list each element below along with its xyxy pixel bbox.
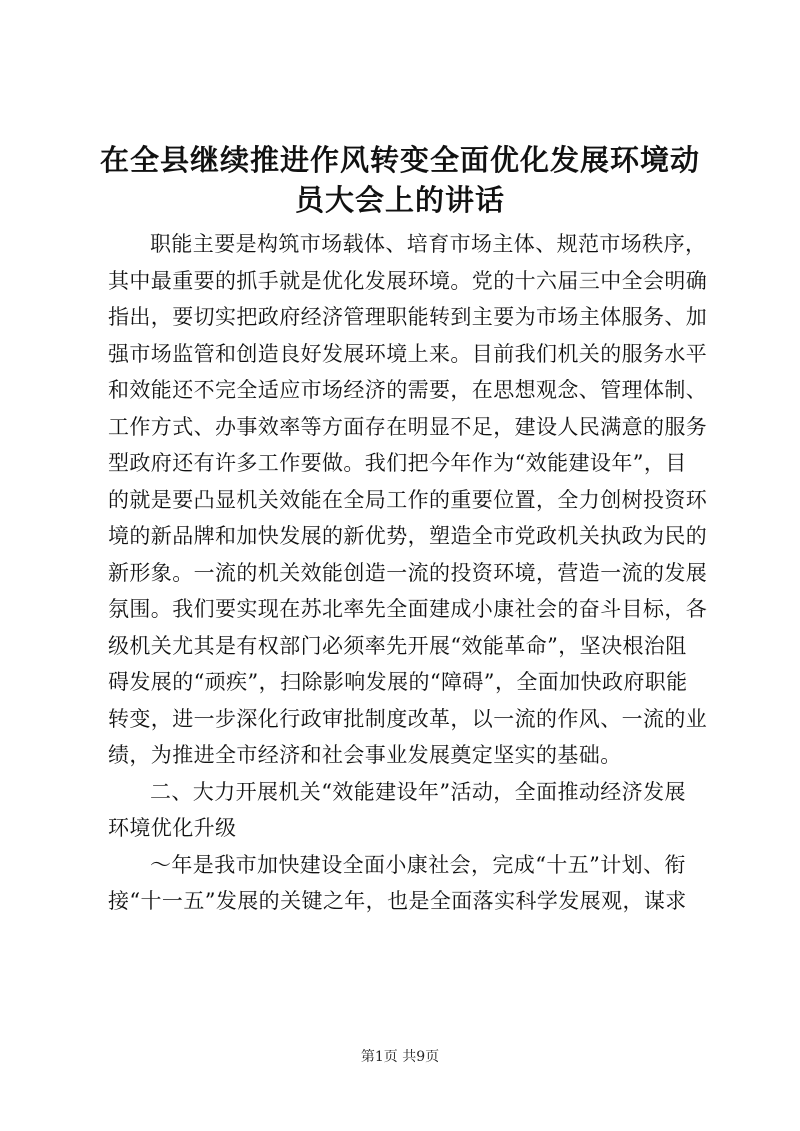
paragraph-line: 碍发展的“顽疾”，扫除影响发展的“障碍”，全面加快政府职能 bbox=[108, 670, 688, 694]
paragraph-line: 境的新品牌和加快发展的新优势，塑造全市党政机关执政为民的 bbox=[108, 524, 708, 548]
paragraph-line: 职能主要是构筑市场载体、培育市场主体、规范市场秩序， bbox=[150, 232, 707, 256]
paragraph-line: 和效能还不完全适应市场经济的需要，在思想观念、管理体制、 bbox=[108, 378, 708, 402]
paragraph-line: 新形象。一流的机关效能创造一流的投资环境，营造一流的发展 bbox=[108, 560, 708, 585]
paragraph-line: 强市场监管和创造良好发展环境上来。目前我们机关的服务水平 bbox=[108, 341, 708, 366]
title-line: 在全县继续推进作风转变全面优化发展环境动 bbox=[99, 143, 700, 177]
section-heading-line: 环境优化升级 bbox=[108, 816, 237, 840]
paragraph-line: ～年是我市加快建设全面小康社会，完成“十五”计划、衔 bbox=[150, 852, 686, 877]
section-heading-line: 二、大力开展机关“效能建设年”活动，全面推动经济发展 bbox=[150, 779, 686, 804]
document-title bbox=[96, 140, 704, 220]
paragraph-line: 绩，为推进全市经济和社会事业发展奠定坚实的基础。 bbox=[108, 743, 622, 767]
paragraph-line: 转变，进一步深化行政审批制度改革，以一流的作风、一流的业 bbox=[108, 706, 708, 731]
paragraph-line: 氛围。我们要实现在苏北率先全面建成小康社会的奋斗目标，各 bbox=[108, 597, 708, 621]
document-body bbox=[108, 226, 728, 920]
page-footer: 第1页 共9页 bbox=[360, 1049, 440, 1065]
paragraph-line: 接“十一五”发展的关键之年，也是全面落实科学发展观，谋求 bbox=[108, 889, 687, 913]
paragraph-line: 型政府还有许多工作要做。我们把今年作为“效能建设年”，目 bbox=[108, 451, 687, 475]
title-line: 员大会上的讲话 bbox=[294, 183, 505, 217]
paragraph-line: 的就是要凸显机关效能在全局工作的重要位置，全力创树投资环 bbox=[108, 487, 708, 512]
paragraph-line: 指出，要切实把政府经济管理职能转到主要为市场主体服务、加 bbox=[108, 305, 708, 329]
paragraph-line: 级机关尤其是有权部门必须率先开展“效能革命”，坚决根治阻 bbox=[108, 633, 687, 658]
paragraph-line: 工作方式、办事效率等方面存在明显不足，建设人民满意的服务 bbox=[108, 414, 708, 439]
paragraph-line: 其中最重要的抓手就是优化发展环境。党的十六届三中全会明确 bbox=[108, 268, 708, 293]
